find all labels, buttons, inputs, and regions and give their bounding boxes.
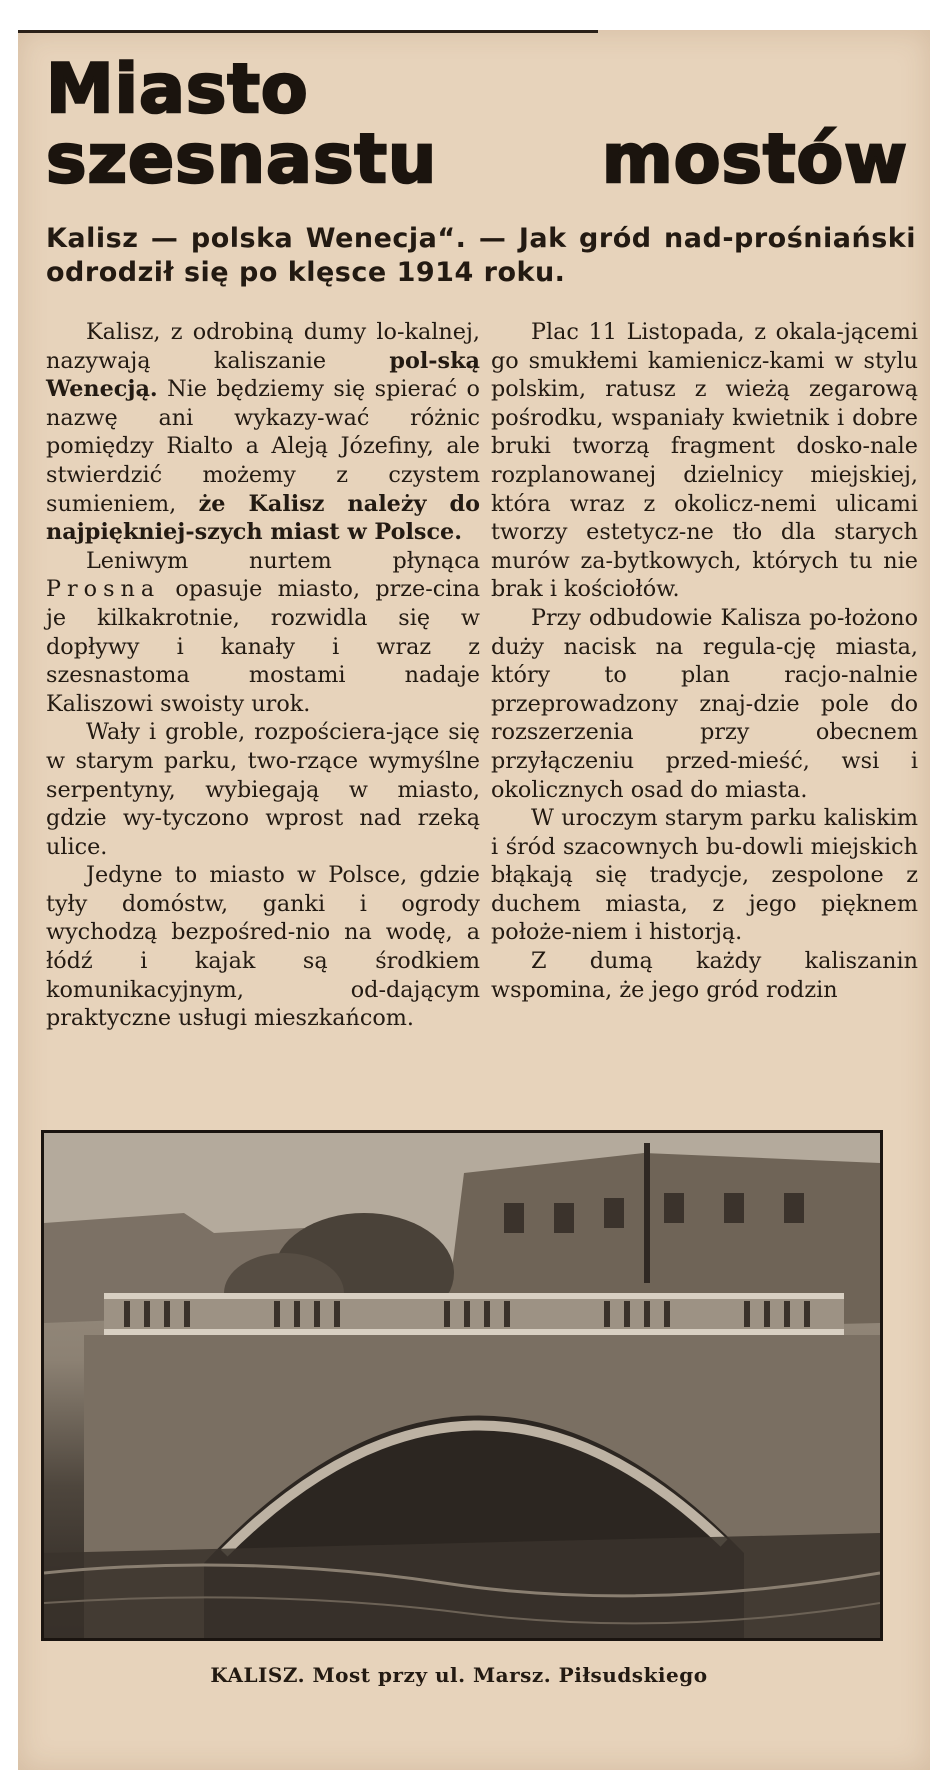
paragraph: Jedyne to miasto w Polsce, gdzie tyły domóstw, ganki i ogrody wychodzą bezpośred-nio na wodę, a łódź i kajak są środkiem komunikacyjnym, od-dającym praktyczne usługi mieszkańcom. <box>46 862 480 1032</box>
left-column <box>46 318 480 1033</box>
top-rule <box>18 30 598 33</box>
text-run: Kalisz, z odrobiną dumy lo-kalnej, nazywają kaliszanie <box>46 319 480 374</box>
text-run: Leniwym nurtem płynąca <box>86 547 480 574</box>
subheadline: Kalisz — polska Wenecja“. — Jak gród nad-prośniański odrodził się po klęsce 1914 roku. <box>46 223 916 288</box>
photo-caption <box>41 1663 877 1687</box>
headline <box>46 50 916 199</box>
bold-run: pol-ską Wenecją. <box>46 347 480 403</box>
headline-word-szesnastu: szesnastu <box>46 120 438 199</box>
paragraph <box>46 547 480 719</box>
paragraph: W uroczym starym parku kaliskim i śród szacownych bu-dowli miejskich błąkają się tradycje, zespolone z duchem miasta, z jego pięknem położe-niem i historją. <box>491 805 918 946</box>
caption-place: KALISZ. <box>210 1663 306 1687</box>
headline-line-1: Miasto <box>46 50 309 129</box>
headline-line-2 <box>46 120 908 199</box>
headline-word-mostow: mostów <box>601 120 908 199</box>
bridge-photo <box>41 1130 883 1641</box>
spaced-run: Prosna <box>46 576 161 603</box>
paragraph: Przy odbudowie Kalisza po-łożono duży nacisk na regula-cję miasta, który to plan racjo-nalnie przeprowadzony znaj-dzie pole do rozszerzenia przy obecnem przyłączeniu przed-mieść, wsi i okolicznych osad do miasta. <box>491 604 918 803</box>
paragraph: Z dumą każdy kaliszanin wspomina, że jego gród rodzin <box>491 948 918 1003</box>
bridge-photo-illustration <box>44 1133 880 1638</box>
text-run: Nie będziemy się spierać o nazwę ani wykazy-wać różnic pomiędzy Rialto a Aleją Józefiny, ale stwierdzić możemy z czystem sumieniem, <box>46 376 480 517</box>
right-column <box>491 318 918 1128</box>
paragraph: Plac 11 Listopada, z okala-jącemi go smukłemi kamienicz-kami w stylu polskim, ratusz z wieżą zegarową pośrodku, wspaniały kwietnik i dobre bruki tworzą fragment dosko-nale rozplanowanej dzielnicy miejskiej, która wraz z okolicz-nemi ulicami tworzy estetycz-ne tło dla starych murów za-bytkowych, których tu nie brak i kościołów. <box>491 319 918 603</box>
bold-run: że Kalisz należy do najpiękniej-szych miast w Polsce. <box>46 490 480 546</box>
caption-text: Most przy ul. Marsz. Piłsudskiego <box>305 1663 708 1687</box>
paragraph: Wały i groble, rozpościera-jące się w starym parku, two-rzące wymyślne serpentyny, wybiegają w miasto, gdzie wy-tyczono wprost nad rzeką ulice. <box>46 719 480 860</box>
text-run: opasuje miasto, prze-cina je kilkakrotnie, rozwidla się w dopływy i kanały i wraz z szesnastoma mostami nadaje Kaliszowi swoisty urok. <box>46 576 480 717</box>
paragraph <box>46 318 480 547</box>
